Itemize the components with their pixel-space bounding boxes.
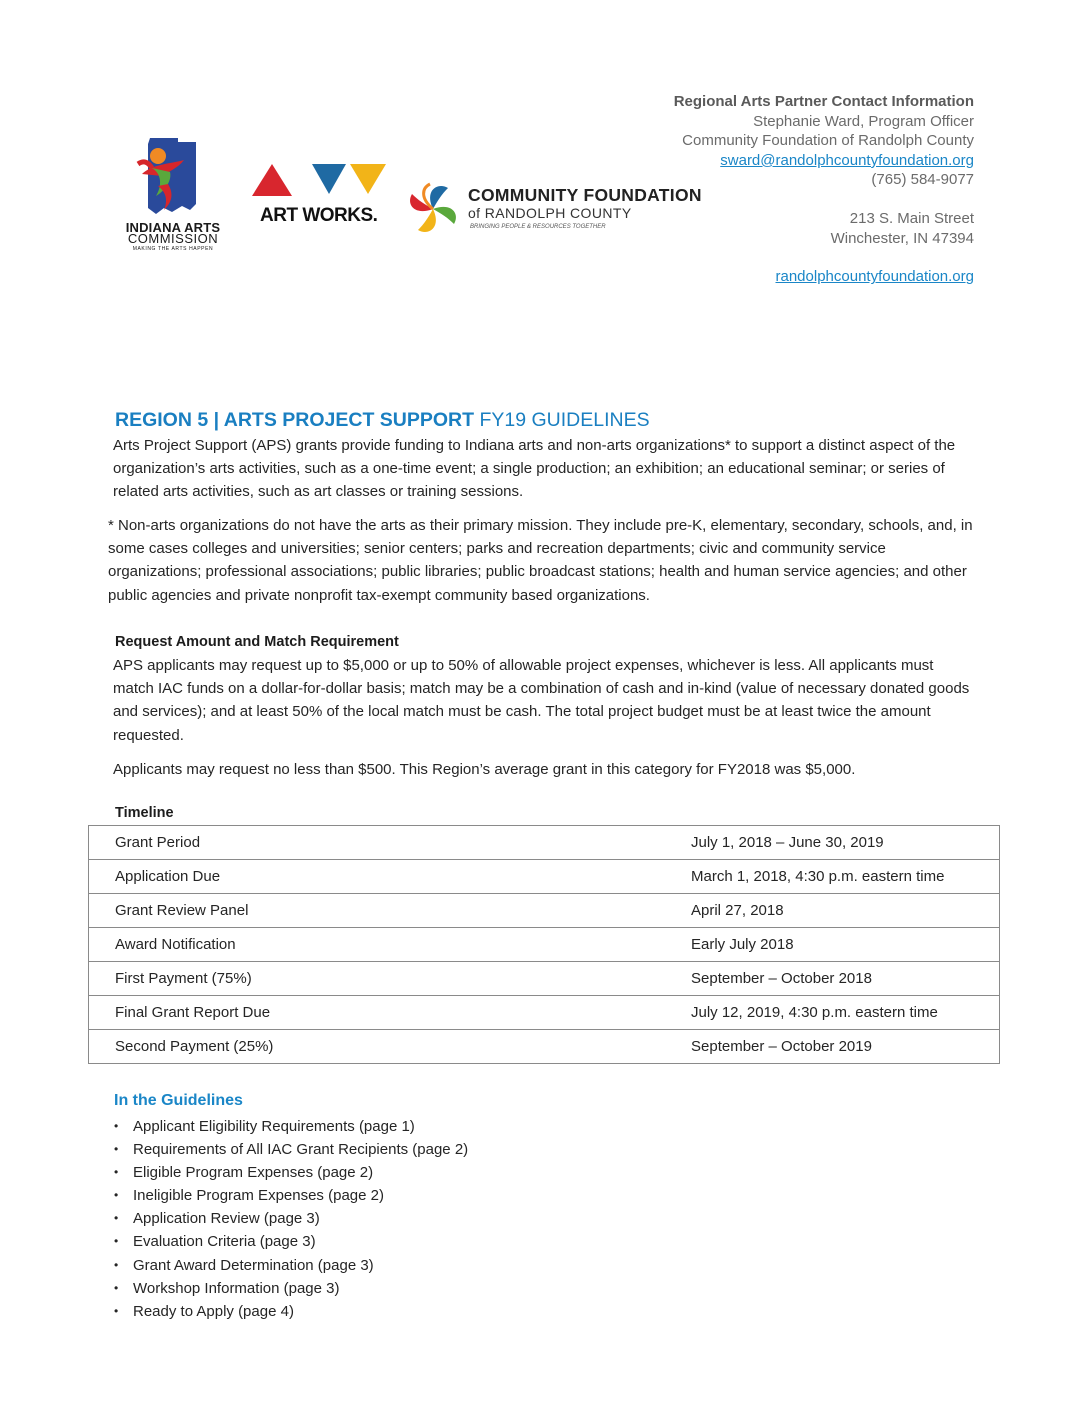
indiana-arts-commission-logo: [112, 134, 234, 254]
timeline-value: September – October 2019: [691, 1030, 1000, 1064]
list-item: • Requirements of All IAC Grant Recipients (page 2): [114, 1138, 468, 1161]
timeline-label: Final Grant Report Due: [89, 996, 692, 1030]
title-program: ARTS PROJECT SUPPORT: [223, 409, 475, 431]
timeline-heading: Timeline: [115, 805, 174, 821]
title-suffix: FY19 GUIDELINES: [474, 409, 650, 431]
timeline-label: Grant Period: [115, 834, 201, 851]
cf-name-line2: of RANDOLPH COUNTY: [468, 205, 632, 221]
contact-street: 213 S. Main Street: [849, 209, 974, 227]
table-row: [89, 962, 1000, 996]
table-row: [89, 894, 1000, 928]
art-works-logo: [250, 160, 390, 230]
timeline-value: September – October 2018: [691, 962, 1000, 996]
art-works-wordmark: ART WORKS.: [260, 205, 378, 226]
contact-email-link[interactable]: sward@randolphcountyfoundation.org: [720, 151, 974, 169]
timeline-value: July 1, 2018 – June 30, 2019: [691, 834, 884, 851]
timeline-label: Award Notification: [89, 928, 692, 962]
contact-city: Winchester, IN 47394: [830, 229, 974, 247]
cf-name-line1: COMMUNITY FOUNDATION: [468, 185, 702, 205]
timeline-value: April 27, 2018: [691, 894, 1000, 928]
timeline-table: [88, 825, 1000, 1064]
timeline-value: Early July 2018: [691, 928, 1000, 962]
table-row: [89, 826, 1000, 860]
table-row: [89, 928, 1000, 962]
title-region: REGION 5: [115, 409, 209, 431]
list-item: • Ineligible Program Expenses (page 2): [114, 1184, 468, 1207]
contact-phone: (765) 584-9077: [871, 171, 974, 189]
website-link[interactable]: randolphcountyfoundation.org: [775, 268, 974, 286]
list-item: • Ready to Apply (page 4): [114, 1300, 468, 1323]
minimum-request-paragraph: Applicants may request no less than $500. This Region’s average grant in this category for FY2018 was $5,000.: [113, 761, 856, 778]
timeline-value: July 12, 2019, 4:30 p.m. eastern time: [691, 996, 1000, 1030]
table-row: [89, 996, 1000, 1030]
contact-name: Stephanie Ward, Program Officer: [753, 112, 974, 130]
table-row: [89, 1030, 1000, 1064]
request-paragraph: APS applicants may request up to $5,000 or up to 50% of allowable project expenses, whichever is less. All applicants must match IAC funds on a dollar-for-dollar basis; match may be a combination of cash and in-kind (value of necessary donated goods and services); and at least 50% of the local match must be cash. The total project budget must be at least twice the amount requested.: [113, 657, 970, 744]
contact-title: Regional Arts Partner Contact Information: [673, 93, 974, 110]
community-foundation-logo: [404, 180, 708, 240]
list-item: • Workshop Information (page 3): [114, 1277, 468, 1300]
contact-organization: Community Foundation of Randolph County: [682, 132, 974, 150]
list-item: • Application Review (page 3): [114, 1207, 468, 1230]
list-item: • Applicant Eligibility Requirements (page 1): [114, 1115, 468, 1138]
guidelines-heading: In the Guidelines: [114, 1092, 243, 1109]
list-item: • Evaluation Criteria (page 3): [114, 1230, 468, 1253]
footnote-paragraph: * Non-arts organizations do not have the arts as their primary mission. They include pre-K, elementary, secondary, schools, and, in some cases colleges and universities; senior centers; parks and recreation departments; civic and community service organizations; professional associations; public libraries; public broadcast stations; health and human service agencies; and other public agencies and private nonprofit tax-exempt community based organizations.: [108, 517, 973, 604]
timeline-label: Grant Review Panel: [89, 894, 692, 928]
indiana-state-icon: [112, 134, 234, 224]
pinwheel-icon: [404, 180, 462, 238]
timeline-value: March 1, 2018, 4:30 p.m. eastern time: [691, 860, 1000, 894]
guidelines-list: [114, 1115, 468, 1323]
title-separator: |: [208, 409, 224, 431]
page-title: [115, 409, 650, 432]
timeline-label: Application Due: [89, 860, 692, 894]
list-item: • Grant Award Determination (page 3): [114, 1254, 468, 1277]
iac-name-line2: COMMISSION: [127, 231, 219, 246]
request-heading: Request Amount and Match Requirement: [115, 634, 399, 650]
intro-paragraph: Arts Project Support (APS) grants provide funding to Indiana arts and non-arts organizations* to support a distinct aspect of the organization’s arts activities, such as a one-time event; a single production; an exhibition; an educational seminar; or series of related arts activities, such as art classes or training sessions.: [113, 437, 956, 501]
list-item: • Eligible Program Expenses (page 2): [114, 1161, 468, 1184]
iac-name-line1: INDIANA ARTS: [125, 220, 221, 235]
triangles-icon: [250, 160, 390, 200]
timeline-label: First Payment (75%): [89, 962, 692, 996]
table-row: [89, 860, 1000, 894]
cf-tagline: BRINGING PEOPLE & RESOURCES TOGETHER: [470, 224, 606, 230]
iac-tagline: MAKING THE ARTS HAPPEN: [132, 246, 214, 252]
timeline-label: Second Payment (25%): [89, 1030, 692, 1064]
